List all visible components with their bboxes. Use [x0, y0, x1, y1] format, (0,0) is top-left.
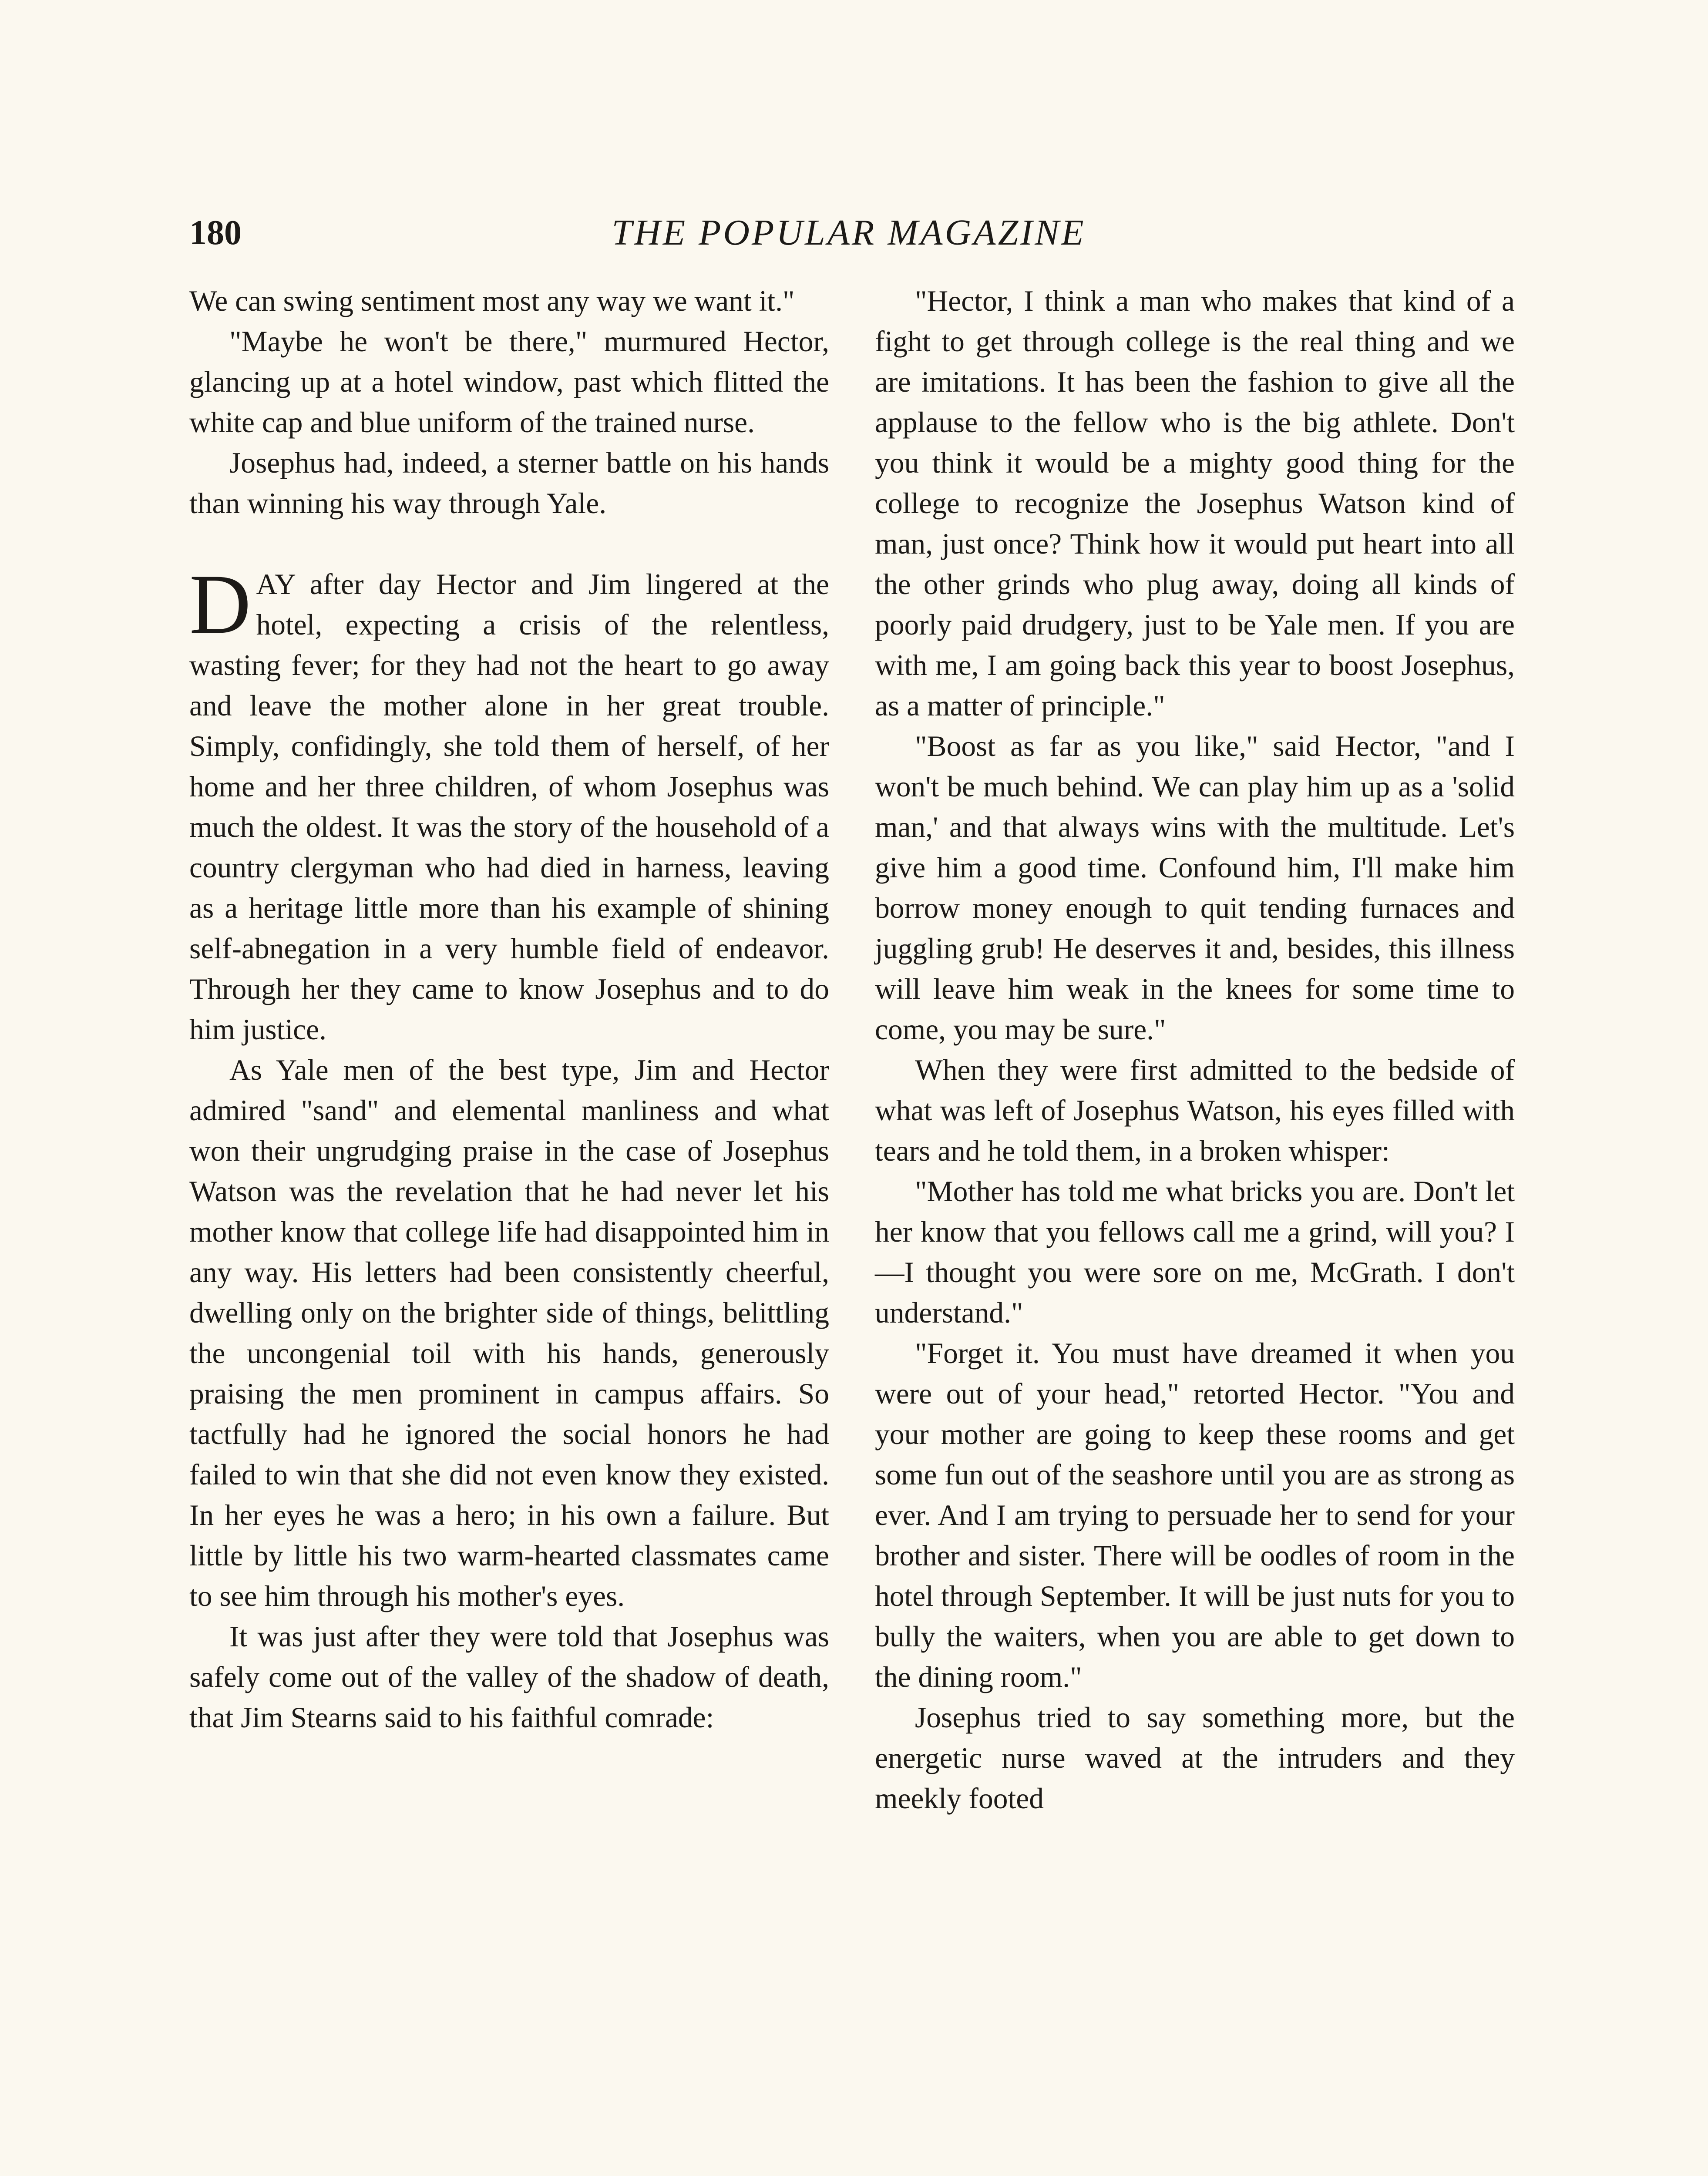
- page-header: [189, 205, 1508, 261]
- paragraph: "Hector, I think a man who makes that kind of a fight to get through college is the real thing and we are imitations. It has been the fashion to give all the applause to the fellow who is the big athlete. Don't you think it would be a mighty good thing for the college to recognize the Josephus Watson kind of man, just once? Think how it would put heart into all the other grinds who plug away, doing all kinds of poorly paid drudgery, just to be Yale men. If you are with me, I am going back this year to boost Josephus, as a matter of principle.": [875, 285, 1515, 722]
- page-number: 180: [189, 214, 242, 252]
- section-break: [189, 524, 829, 564]
- right-column: [875, 281, 1515, 1819]
- section-opening-paragraph: [189, 557, 829, 1050]
- paragraph: We can swing sentiment most any way we want it.": [189, 285, 795, 317]
- paragraph: Josephus had, indeed, a sterner battle on his hands than winning his way through Yale.: [189, 447, 829, 520]
- left-column: [189, 281, 829, 1738]
- paragraph: Josephus tried to say something more, but the energetic nurse waved at the intruders and they meekly footed: [875, 1701, 1515, 1815]
- paragraph: "Boost as far as you like," said Hector, "and I won't be much behind. We can play him up as a 'solid man,' and that always wins with the multitude. Let's give him a good time. Confound him, I'll make him borrow money enough to quit tending furnaces and juggling grub! He deserves it and, besides, this illness will leave him weak in the knees for some time to come, you may be sure.": [875, 730, 1515, 1046]
- running-title: THE POPULAR MAGAZINE: [612, 212, 1086, 253]
- paragraph: When they were first admitted to the bedside of what was left of Josephus Watson, his eyes filled with tears and he told them, in a broken whisper:: [875, 1054, 1515, 1167]
- paragraph: "Mother has told me what bricks you are. Don't let her know that you fellows call me a grind, will you? I—I thought you were sore on me, McGrath. I don't understand.": [875, 1175, 1515, 1329]
- paragraph: "Maybe he won't be there," murmured Hector, glancing up at a hotel window, past which flitted the white cap and blue uniform of the trained nurse.: [189, 325, 829, 439]
- paragraph: "Forget it. You must have dreamed it when you were out of your head," retorted Hector. "You and your mother are going to keep these rooms and get some fun out of the seashore until you are as strong as ever. And I am trying to persuade her to send for your brother and sister. There will be oodles of room in the hotel through September. It will be just nuts for you to bully the waiters, when you are able to get down to the dining room.": [875, 1337, 1515, 1693]
- paragraph-text: AY after day Hector and Jim lingered at the hotel, expecting a crisis of the relentless, wasting fever; for they had not the heart to go away and leave the mother alone in her great trouble. Simply, confidingly, she told them of herself, of her home and her three children, of whom Josephus was much the oldest. It was the story of the household of a country clergyman who had died in harness, leaving as a heritage little more than his example of shining self-abnegation in a very humble field of endeavor. Through her they came to know Josephus and to do him justice.: [189, 568, 829, 1046]
- paragraph: As Yale men of the best type, Jim and Hector admired "sand" and elemental manliness and what won their ungrudging praise in the case of Josephus Watson was the revelation that he had never let his mother know that college life had disappointed him in any way. His letters had been consistently cheerful, dwelling only on the brighter side of things, belittling the uncongenial toil with his hands, generously praising the men prominent in campus affairs. So tactfully had he ignored the social honors he had failed to win that she did not even know they existed. In her eyes he was a hero; in his own a failure. But little by little his two warm-hearted classmates came to see him through his mother's eyes.: [189, 1054, 829, 1612]
- drop-cap: D: [189, 557, 251, 651]
- paragraph: It was just after they were told that Josephus was safely come out of the valley of the shadow of death, that Jim Stearns said to his faithful comrade:: [189, 1620, 829, 1734]
